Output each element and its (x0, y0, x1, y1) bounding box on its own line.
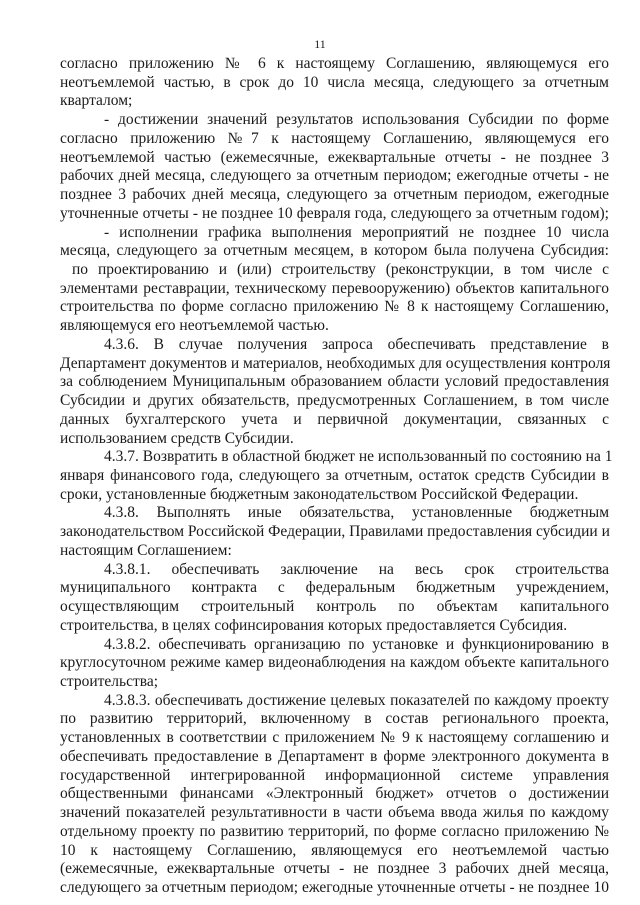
text-line: Департамент документов и материалов, необходимых для осуществления контроля (60, 354, 611, 372)
text-line: данных бухгалтерского учета и первичной документации, связанных с (60, 410, 609, 428)
text-line: 4.3.8.3. обеспечивать достижение целевых показателей по каждому проекту (104, 691, 609, 709)
text-line: 4.3.6. В случае получения запроса обеспечивать представление в (104, 335, 609, 353)
text-line: согласно приложению №7 к настоящему Соглашению, являющемуся его (60, 129, 609, 147)
text-line: муниципального контракта с федеральным бюджетным учреждением, (60, 579, 609, 597)
text-line: являющемуся его неотъемлемой частью. (60, 317, 329, 335)
text-line: строительства; (60, 673, 159, 690)
text-line: по проектированию и (или) строительству (реконструкции, в том числе с (72, 261, 609, 278)
text-line: 4.3.7. Возвратить в областной бюджет не использованный по состоянию на 1 (104, 448, 613, 466)
text-line: обеспечивать предоставление в Департамент в форме электронного документа в (60, 747, 609, 765)
text-line: - достижении значений результатов использования Субсидии по форме (104, 111, 609, 129)
text-line: круглосуточном режиме камер видеонаблюдения на каждом объекте капитального (60, 654, 609, 672)
text-line: сроки, установленные бюджетным законодательством Российской Федерации. (60, 485, 579, 503)
text-line: - исполнении графика выполнения мероприятий не позднее 10 числа (104, 223, 609, 241)
text-line: уточненные отчеты - не позднее 10 февраля года, следующего за отчетным годом); (60, 204, 609, 222)
text-line: следующего за отчетным периодом; ежегодные уточненные отчеты - не позднее 10 (60, 879, 609, 896)
text-line: кварталом; (60, 92, 133, 110)
text-line: по развитию территорий, включенному в состав регионального проекта, (60, 710, 609, 728)
text-line: 4.3.8. Выполнять иные обязательства, установленные бюджетным (104, 504, 609, 522)
text-line: неотъемлемой частью (ежемесячные, ежеквартальные отчеты - не позднее 3 (60, 148, 609, 166)
text-line: значений показателей результативности в части объема ввода жилья по каждому (60, 804, 609, 822)
text-line: за соблюдением Муниципальным образованием области условий предоставления (60, 373, 609, 391)
text-line: использованием средств Субсидии. (60, 429, 294, 447)
text-line: (ежемесячные, ежеквартальные отчеты - не позднее 3 рабочих дней месяца, (60, 860, 609, 878)
text-line: 4.3.8.1. обеспечивать заключение на весь срок строительства (104, 560, 609, 578)
text-line: 10 к настоящему Соглашению, являющемуся его неотъемлемой частью (60, 841, 609, 859)
text-line: отдельному проекту по развитию территорий, по форме согласно приложению № (60, 822, 609, 840)
text-line: общественными финансами «Электронный бюджет» отчетов о достижении (60, 785, 609, 803)
text-line: настоящим Соглашением: (60, 541, 232, 559)
text-line: Субсидии и других обязательств, предусмотренных Соглашением, в том числе (60, 392, 609, 410)
text-line: неотъемлемой частью, в срок до 10 числа месяца, следующего за отчетным (60, 73, 609, 91)
text-line: законодательством Российской Федерации, Правилами предоставления субсидии и (60, 523, 610, 541)
text-line: рабочих дней месяца, следующего за отчетным периодом; ежегодные отчеты - не (60, 167, 609, 185)
text-line: строительства, в целях софинсирования которых предоставляется Субсидия. (60, 616, 568, 634)
text-line: установленных в соответствии с приложением № 9 к настоящему соглашению и (60, 729, 609, 747)
text-line: строительства по форме согласно приложению № 8 к настоящему Соглашению, (60, 298, 609, 316)
text-line: 4.3.8.2. обеспечивать организацию по установке и функционированию в (104, 635, 609, 653)
page-number: 11 (314, 37, 326, 51)
text-line: осуществляющим строительный контроль по объектам капитального (60, 598, 609, 616)
text-line: согласно приложению № 6 к настоящему Соглашению, являющемуся его (60, 55, 609, 72)
text-line: января финансового года, следующего за отчетным, остаток средств Субсидии в (60, 467, 609, 484)
text-line: элементами реставрации, техническому перевооружению) объектов капитального (60, 279, 609, 297)
text-line: государственной интегрированной информационной системе управления (60, 766, 609, 784)
text-line: месяца, следующего за отчетным месяцем, в котором была получена Субсидия: (60, 242, 609, 260)
text-line: позднее 3 рабочих дней месяца, следующего за отчетным периодом, ежегодные (60, 186, 609, 204)
